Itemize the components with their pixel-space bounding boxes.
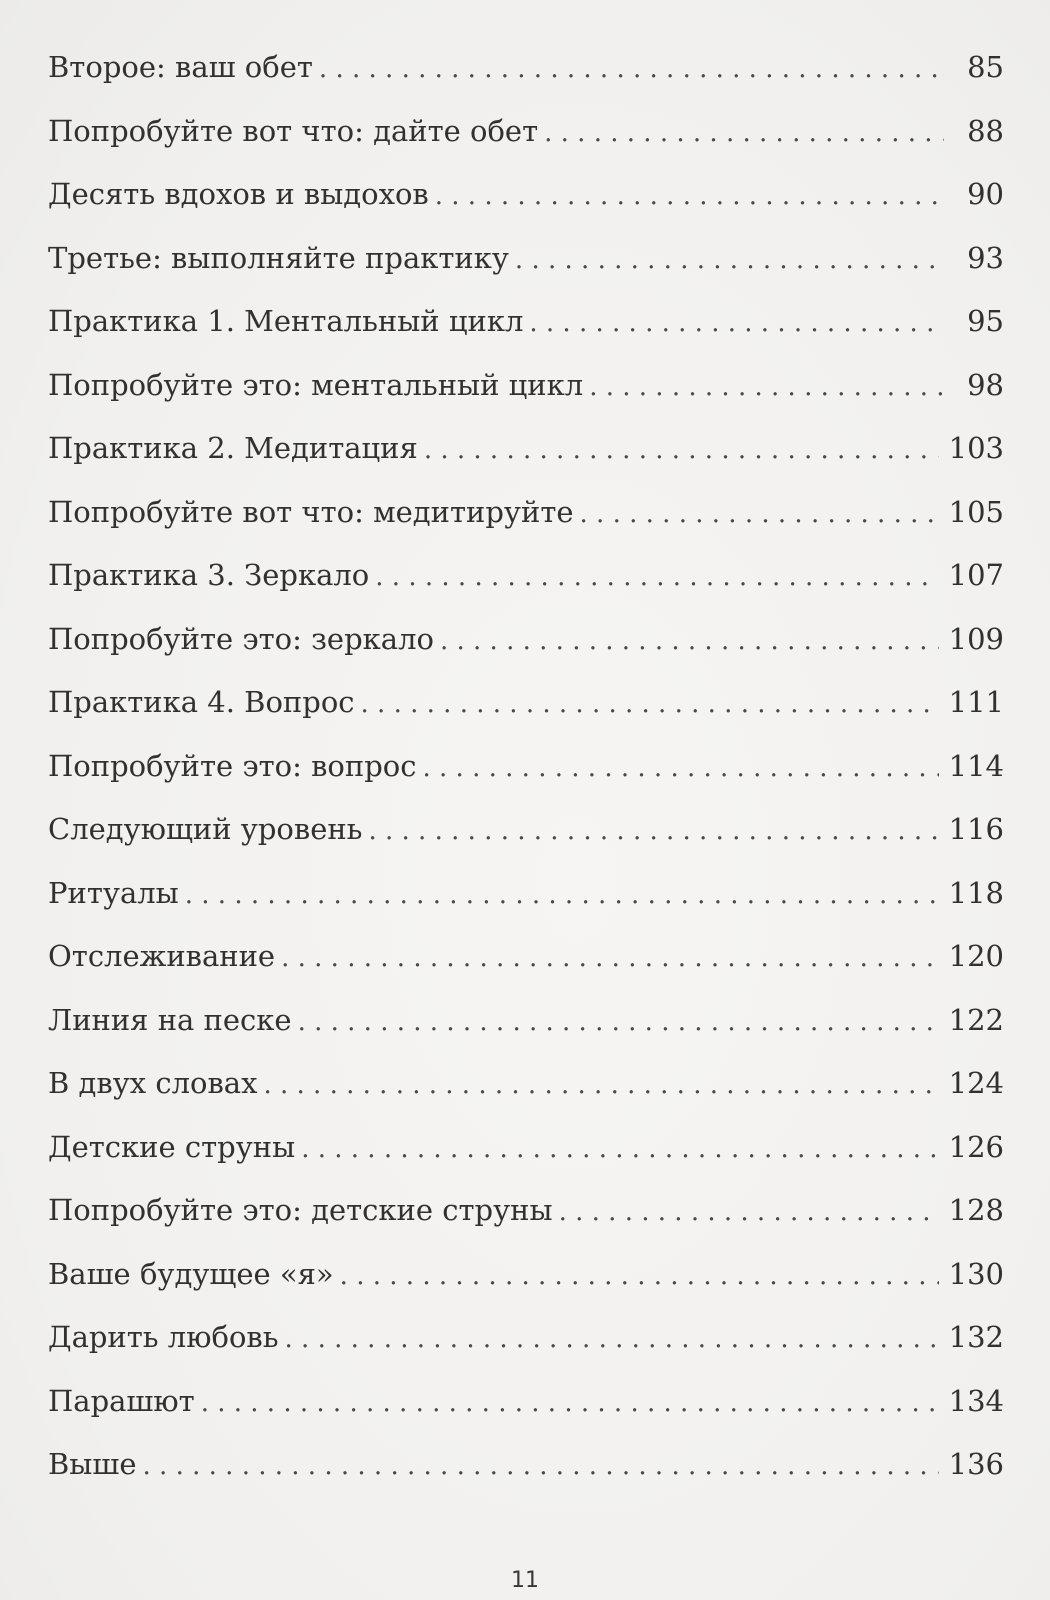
dot-leader — [544, 102, 944, 164]
toc-entry — [48, 1370, 1004, 1434]
dot-leader — [589, 356, 944, 418]
dot-leader — [281, 927, 939, 989]
toc-entry-title: Выше — [48, 1447, 137, 1481]
table-of-contents — [48, 36, 1004, 1497]
toc-entry-title: Парашют — [48, 1383, 195, 1418]
toc-entry — [48, 608, 1004, 672]
toc-entry-title: Отслеживание — [48, 939, 276, 973]
toc-entry-page-number: 111 — [948, 685, 1004, 719]
toc-entry-title: Попробуйте вот что: медитируйте — [48, 494, 574, 529]
toc-entry-title: Попробуйте это: вопрос — [48, 748, 417, 783]
toc-entry — [48, 735, 1004, 799]
dot-leader — [298, 991, 939, 1053]
dot-leader — [580, 483, 939, 545]
toc-entry — [48, 544, 1004, 608]
toc-entry — [48, 1433, 1004, 1497]
toc-entry — [48, 227, 1004, 291]
toc-entry — [48, 354, 1004, 418]
toc-entry-page-number: 118 — [948, 875, 1004, 910]
toc-entry — [48, 925, 1004, 989]
toc-entry-title: В двух словах — [48, 1066, 258, 1100]
dot-leader — [285, 1308, 939, 1370]
toc-entry-title: Линия на песке — [48, 1002, 292, 1037]
toc-entry-page-number: 103 — [948, 431, 1004, 465]
dot-leader — [529, 292, 944, 354]
dot-leader — [515, 229, 944, 291]
dot-leader — [368, 800, 938, 862]
toc-entry-title: Второе: ваш обет — [48, 50, 313, 84]
toc-entry — [48, 163, 1004, 227]
toc-entry — [48, 481, 1004, 545]
dot-leader — [201, 1372, 939, 1434]
toc-entry-title: Попробуйте это: детские струны — [48, 1193, 553, 1227]
toc-entry-title: Практика 2. Медитация — [48, 431, 418, 465]
toc-entry — [48, 1116, 1004, 1180]
dot-leader — [319, 38, 944, 100]
dot-leader — [185, 864, 939, 926]
toc-entry-page-number: 126 — [948, 1129, 1004, 1164]
toc-entry-title: Практика 3. Зеркало — [48, 558, 370, 592]
toc-entry — [48, 798, 1004, 862]
toc-entry-page-number: 105 — [948, 494, 1004, 529]
dot-leader — [340, 1245, 939, 1307]
dot-leader — [559, 1181, 939, 1243]
toc-entry-page-number: 90 — [967, 177, 1004, 211]
toc-entry — [48, 1243, 1004, 1307]
dot-leader — [375, 546, 938, 608]
toc-entry-page-number: 85 — [967, 50, 1004, 84]
toc-entry — [48, 671, 1004, 735]
toc-entry — [48, 36, 1004, 100]
toc-entry-page-number: 107 — [948, 558, 1004, 592]
toc-entry-page-number: 116 — [948, 812, 1004, 846]
toc-entry-title: Практика 1. Ментальный цикл — [48, 304, 524, 338]
toc-entry-title: Ваше будущее «я» — [48, 1256, 334, 1291]
toc-entry — [48, 1179, 1004, 1243]
toc-entry-page-number: 114 — [948, 748, 1004, 783]
toc-entry — [48, 290, 1004, 354]
toc-entry-page-number: 134 — [948, 1383, 1004, 1418]
toc-entry-page-number: 132 — [948, 1320, 1004, 1354]
toc-entry-page-number: 128 — [948, 1193, 1004, 1227]
page-number: 11 — [511, 1568, 539, 1593]
toc-entry-page-number: 98 — [967, 367, 1004, 402]
toc-entry-title: Дарить любовь — [48, 1320, 279, 1354]
toc-entry-page-number: 95 — [967, 304, 1004, 338]
toc-entry-page-number: 130 — [948, 1256, 1004, 1291]
dot-leader — [423, 737, 939, 799]
dot-leader — [435, 165, 944, 227]
toc-entry-page-number: 88 — [967, 113, 1004, 148]
toc-entry-title: Третье: выполняйте практику — [48, 240, 509, 275]
toc-entry-page-number: 136 — [948, 1447, 1004, 1481]
toc-entry-page-number: 93 — [967, 240, 1004, 275]
toc-entry-title: Практика 4. Вопрос — [48, 685, 355, 719]
toc-entry-page-number: 124 — [948, 1066, 1004, 1100]
dot-leader — [143, 1435, 939, 1497]
toc-entry-page-number: 122 — [948, 1002, 1004, 1037]
toc-entry-page-number: 120 — [948, 939, 1004, 973]
dot-leader — [440, 610, 939, 672]
toc-entry-title: Детские струны — [48, 1129, 296, 1164]
toc-entry — [48, 1306, 1004, 1370]
dot-leader — [263, 1054, 938, 1116]
toc-entry-title: Попробуйте это: ментальный цикл — [48, 367, 584, 402]
toc-entry — [48, 100, 1004, 164]
toc-entry — [48, 417, 1004, 481]
dot-leader — [361, 673, 939, 735]
toc-entry — [48, 1052, 1004, 1116]
toc-entry-title: Следующий уровень — [48, 812, 363, 846]
toc-entry-title: Ритуалы — [48, 875, 179, 910]
toc-entry-title: Попробуйте это: зеркало — [48, 621, 434, 656]
dot-leader — [301, 1118, 938, 1180]
toc-entry-title: Десять вдохов и выдохов — [48, 177, 429, 211]
toc-entry — [48, 862, 1004, 926]
toc-entry-page-number: 109 — [948, 621, 1004, 656]
toc-entry — [48, 989, 1004, 1053]
toc-entry-title: Попробуйте вот что: дайте обет — [48, 113, 539, 148]
dot-leader — [424, 419, 939, 481]
